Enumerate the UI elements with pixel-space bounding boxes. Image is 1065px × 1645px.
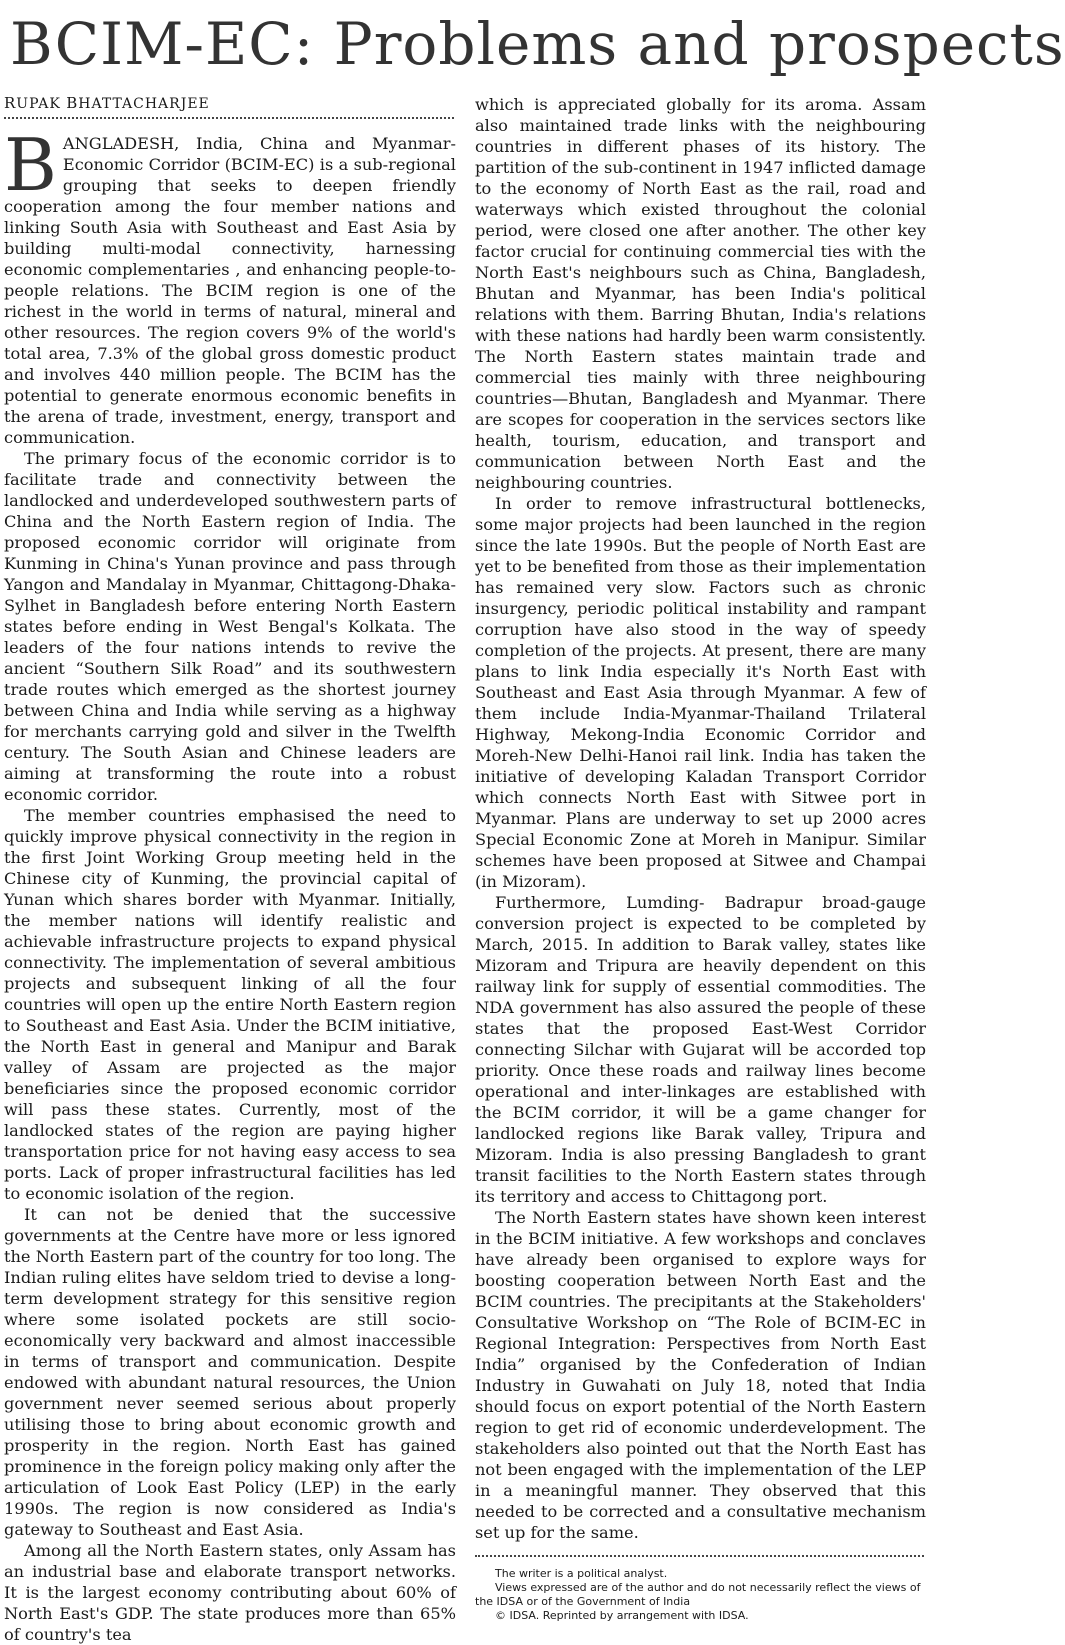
byline-rest-1: UPAK	[16, 96, 61, 112]
article-title: BCIM-EC: Problems and prospects	[10, 10, 1065, 78]
paragraph-2: The primary focus of the economic corridor is to facilitate trade and connectivity between the landlocked and underdeveloped southwestern parts of China and the North Eastern region of India. The proposed economic corridor will originate from Kunming in China's Yunan province and pass through Yangon and Mandalay in Myanmar, Chittagong-Dhaka-Sylhet in Bangladesh before entering North Eastern states before ending in West Bengal's Kolkata. The leaders of the four nations intends to revive the ancient “Southern Silk Road” and its southwestern trade routes which emerged as the shortest journey between China and India while serving as a highway for merchants carrying gold and silver in the Twelfth century. The South Asian and Chinese leaders are aiming at transforming the route into a robust economic corridor.	[4, 449, 456, 804]
footnote-disclaimer: Views expressed are of the author and do not necessarily reflect the views of the IDSA or of the Government of India	[475, 1581, 921, 1608]
drop-cap: B	[4, 123, 57, 207]
byline-initial-1: R	[4, 94, 17, 112]
paragraph-4: It can not be denied that the successive governments at the Centre have more or less ignored the North Eastern part of the country for too long. The Indian ruling elites have seldom tried to devise a long-term development strategy for this sensitive region where some isolated pockets are still socio-economically very backward and almost inaccessible in terms of transport and communication. Despite endowed with abundant natural resources, the Union government never seemed serious about properly utilising those to bring about economic growth and prosperity in the region. North East has gained prominence in the foreign policy making only after the articulation of Look East Policy (LEP) in the early 1990s. The region is now considered as India's gateway to Southeast and East Asia.	[4, 1205, 456, 1539]
footnote-divider	[475, 1555, 924, 1557]
byline	[4, 94, 456, 113]
footnote-writer: The writer is a political analyst.	[495, 1567, 668, 1580]
left-column	[4, 94, 456, 1645]
paragraph-8: The North Eastern states have shown keen interest in the BCIM initiative. A few workshops and conclaves have already been organised to explore ways for boosting cooperation between North East and the BCIM countries. The precipitants at the Stakeholders' Consultative Workshop on “The Role of BCIM-EC in Regional Integration: Perspectives from North East India” organised by the Confederation of Indian Industry in Guwahati on July 18, noted that India should focus on export potential of the North Eastern region to get rid of economic underdevelopment. The stakeholders also pointed out that the North East has not been engaged with the implementation of the LEP in a meaningful manner. They observed that this needed to be corrected and a consultative mechanism set up for the same.	[475, 1208, 926, 1542]
footnote-copyright: © IDSA. Reprinted by arrangement with IDSA.	[495, 1609, 749, 1622]
paragraph-6: In order to remove infrastructural bottlenecks, some major projects had been launched in the region since the late 1990s. But the people of North East are yet to be benefited from those as their implementation has remained very slow. Factors such as chronic insurgency, periodic political instability and rampant corruption have also stood in the way of speedy completion of the projects. At present, there are many plans to link India especially it's North East with Southeast and East Asia through Myanmar. A few of them include India-Myanmar-Thailand Trilateral Highway, Mekong-India Economic Corridor and Moreh-New Delhi-Hanoi rail link. India has taken the initiative of developing Kaladan Transport Corridor which connects North East with Sitwee port in Myanmar. Plans are underway to set up 2000 acres Special Economic Zone at Moreh in Manipur. Similar schemes have been proposed at Sitwee and Champai (in Mizoram).	[475, 494, 926, 891]
paragraph-7: Furthermore, Lumding- Badrapur broad-gauge conversion project is expected to be completed by March, 2015. In addition to Barak valley, states like Mizoram and Tripura are heavily dependent on this railway link for supply of essential commodities. The NDA government has also assured the people of these states that the proposed East-West Corridor connecting Silchar with Gujarat will be accorded top priority. Once these roads and railway lines become operational and inter-linkages are established with the BCIM corridor, it will be a game changer for landlocked regions like Barak valley, Tripura and Mizoram. India is also pressing Bangladesh to grant transit facilities to the North Eastern states through its territory and access to Chittagong port.	[475, 893, 926, 1206]
paragraph-1	[4, 123, 456, 448]
byline-initial-2: B	[66, 94, 79, 112]
paragraph-5: Among all the North Eastern states, only Assam has an industrial base and elaborate transport networks. It is the largest economy contributing about 60% of North East's GDP. The state produces more than 65% of country's tea	[4, 1541, 456, 1644]
byline-rest-2: HATTACHARJEE	[78, 96, 210, 112]
right-column	[475, 94, 926, 1623]
paragraph-1-text: ANGLADESH, India, China and Myanmar-Economic Corridor (BCIM-EC) is a sub-regional grouping that seeks to deepen friendly cooperation among the four member nations and linking South Asia with Southeast and East Asia by building multi-modal connectivity, harnessing economic complementaries , and enhancing people-to-people relations. The BCIM region is one of the richest in the world in terms of natural, mineral and other resources. The region covers 9% of the world's total area, 7.3% of the global gross domestic product and involves 440 million people. The BCIM has the potential to generate enormous economic benefits in the arena of trade, investment, energy, transport and communication.	[4, 134, 456, 447]
paragraph-3: The member countries emphasised the need to quickly improve physical connectivity in the region in the first Joint Working Group meeting held in the Chinese city of Kunming, the provincial capital of Yunan which shares border with Myanmar. Initially, the member nations will identify realistic and achievable infrastructure projects to expand physical connectivity. The implementation of several ambitious projects and subsequent linking of all the four countries will open up the entire North Eastern region to Southeast and East Asia. Under the BCIM initiative, the North East in general and Manipur and Barak valley of Assam are projected as the major beneficiaries since the proposed economic corridor will pass these states. Currently, most of the landlocked states of the region are paying higher transportation price for not having easy access to sea ports. Lack of proper infrastructural facilities has led to economic isolation of the region.	[4, 806, 456, 1203]
paragraph-5-continued: which is appreciated globally for its aroma. Assam also maintained trade links with the neighbouring countries in different phases of its history. The partition of the sub-continent in 1947 inflicted damage to the economy of North East as the rail, road and waterways which existed throughout the colonial period, were closed one after another. The other key factor crucial for continuing commercial ties with the North East's neighbours such as China, Bangladesh, Bhutan and Myanmar, has been India's political relations with them. Barring Bhutan, India's relations with these nations had hardly been warm consistently. The North Eastern states maintain trade and commercial ties mainly with three neighbouring countries—Bhutan, Bangladesh and Myanmar. There are scopes for cooperation in the services sectors like health, tourism, education, and transport and communication between North East and the neighbouring countries.	[475, 95, 926, 492]
byline-divider	[4, 117, 454, 119]
